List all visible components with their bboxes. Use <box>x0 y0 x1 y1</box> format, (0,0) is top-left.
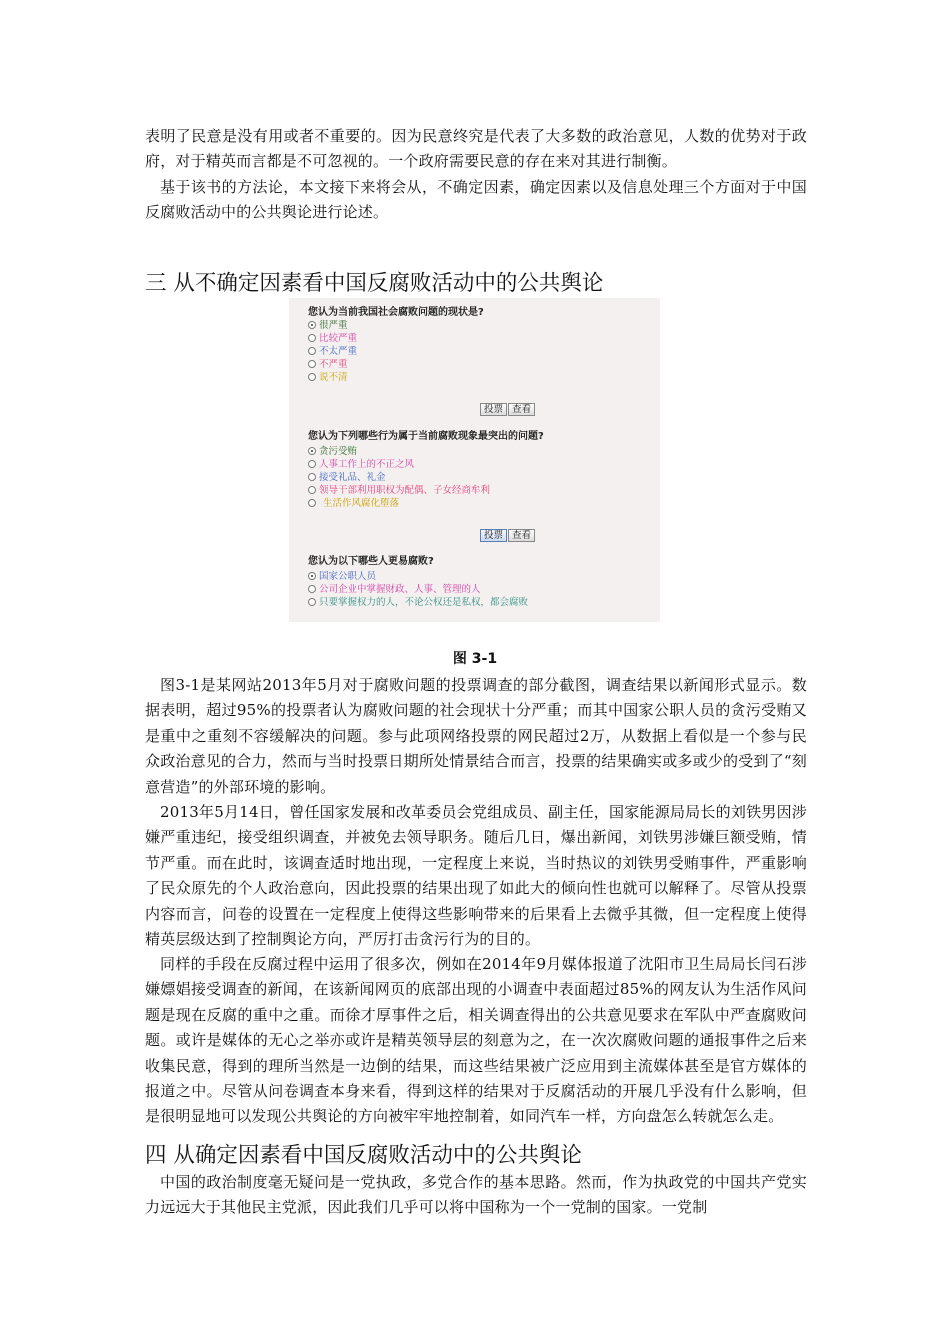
paragraph-1: 表明了民意是没有用或者不重要的。因为民意终究是代表了大多数的政治意见，人数的优势对于政府，对于精英而言都是不可忽视的。一个政府需要民意的存在来对其进行制衡。 <box>145 127 807 171</box>
radio-icon <box>308 598 316 606</box>
survey-q2-option-4[interactable]: 领导干部利用职权为配偶、子女经商牟利 <box>308 484 490 497</box>
section-heading-3: 三 从不确定因素看中国反腐败活动中的公共舆论 <box>145 271 604 296</box>
survey-q1-view-button[interactable]: 查看 <box>508 403 535 416</box>
survey-q2-view-button[interactable]: 查看 <box>508 529 535 542</box>
survey-q2-vote-button[interactable]: 投票 <box>480 529 507 542</box>
survey-q3-option-3[interactable]: 只要掌握权力的人，不论公权还是私权，都会腐败 <box>308 596 528 609</box>
radio-icon <box>308 347 316 355</box>
radio-icon <box>308 334 316 342</box>
survey-q1-option-4[interactable]: 不严重 <box>308 358 348 371</box>
radio-icon <box>308 486 316 494</box>
radio-selected-icon <box>308 447 316 455</box>
survey-question-2-title: 您认为下列哪些行为属于当前腐败现象最突出的问题? <box>308 431 544 442</box>
survey-q1-option-5[interactable]: 说不清 <box>308 371 348 384</box>
survey-q1-option-1[interactable]: 很严重 <box>308 319 348 332</box>
paragraph-6: 中国的政治制度毫无疑问是一党执政，多党合作的基本思路。然而，作为执政党的中国共产党实力远远大于其他民主党派，因此我们几乎可以将中国称为一个一党制的国家。一党制 <box>145 1173 807 1217</box>
radio-icon <box>308 499 316 507</box>
survey-question-3-title: 您认为以下哪些人更易腐败? <box>308 556 434 567</box>
survey-q1-vote-button[interactable]: 投票 <box>480 403 507 416</box>
radio-icon <box>308 460 316 468</box>
radio-icon <box>308 473 316 481</box>
survey-q1-option-3[interactable]: 不太严重 <box>308 345 357 358</box>
paragraph-2: 基于该书的方法论，本文接下来将会从，不确定因素，确定因素以及信息处理三个方面对于中国反腐败活动中的公共舆论进行论述。 <box>145 178 807 222</box>
radio-icon <box>308 373 316 381</box>
radio-selected-icon <box>308 572 316 580</box>
survey-q2-option-1[interactable]: 贪污受贿 <box>308 445 357 458</box>
survey-q1-option-2[interactable]: 比较严重 <box>308 332 357 345</box>
section-heading-4: 四 从确定因素看中国反腐败活动中的公共舆论 <box>145 1143 582 1168</box>
paragraph-3: 图3-1是某网站2013年5月对于腐败问题的投票调查的部分截图，调查结果以新闻形式显示。数据表明，超过95%的投票者认为腐败问题的社会现状十分严重；而其中国家公职人员的贪污受贿又是重中之重刻不容缓解决的问题。参与此项网络投票的网民超过2万，从数据上看似是一个参与民众政治意见的合力，然而与当时投票日期所处情景结合而言，投票的结果确实或多或少的受到了“刻意营造”的外部环境的影响。 <box>145 676 807 796</box>
survey-q2-option-5[interactable]: 生活作风腐化堕落 <box>308 497 399 510</box>
survey-question-1-title: 您认为当前我国社会腐败问题的现状是? <box>308 307 484 318</box>
survey-q3-option-1[interactable]: 国家公职人员 <box>308 570 376 583</box>
radio-icon <box>308 360 316 368</box>
survey-q2-option-3[interactable]: 接受礼品、礼金 <box>308 471 386 484</box>
radio-selected-icon <box>308 321 316 329</box>
figure-caption: 图 3-1 <box>452 651 498 667</box>
survey-q2-option-2[interactable]: 人事工作上的不正之风 <box>308 458 414 471</box>
paragraph-5: 同样的手段在反腐过程中运用了很多次，例如在2014年9月媒体报道了沈阳市卫生局局长闫石涉嫌嫖娼接受调查的新闻，在该新闻网页的底部出现的小调查中表面超过85%的网友认为生活作风问题是现在反腐的重中之重。而徐才厚事件之后，相关调查得出的公共意见要求在军队中严查腐败问题。或许是媒体的无心之举亦或许是精英领导层的刻意为之，在一次次腐败问题的通报事件之后来收集民意，得到的理所当然是一边倒的结果，而这些结果被广泛应用到主流媒体甚至是官方媒体的报道之中。尽管从问卷调查本身来看，得到这样的结果对于反腐活动的开展几乎没有什么影响，但是很明显地可以发现公共舆论的方向被牢牢地控制着，如同汽车一样，方向盘怎么转就怎么走。 <box>145 955 807 1126</box>
survey-figure <box>289 298 660 622</box>
radio-icon <box>308 585 316 593</box>
survey-q3-option-2[interactable]: 公司企业中掌握财政、人事、管理的人 <box>308 583 481 596</box>
paragraph-4: 2013年5月14日，曾任国家发展和改革委员会党组成员、副主任，国家能源局局长的刘铁男因涉嫌严重违纪，接受组织调查，并被免去领导职务。随后几日，爆出新闻，刘铁男涉嫌巨额受贿，情节严重。而在此时，该调查适时地出现，一定程度上来说，当时热议的刘铁男受贿事件，严重影响了民众原先的个人政治意向，因此投票的结果出现了如此大的倾向性也就可以解释了。尽管从投票内容而言，问卷的设置在一定程度上使得这些影响带来的后果看上去微乎其微，但一定程度上使得精英层级达到了控制舆论方向，严厉打击贪污行为的目的。 <box>145 803 807 949</box>
